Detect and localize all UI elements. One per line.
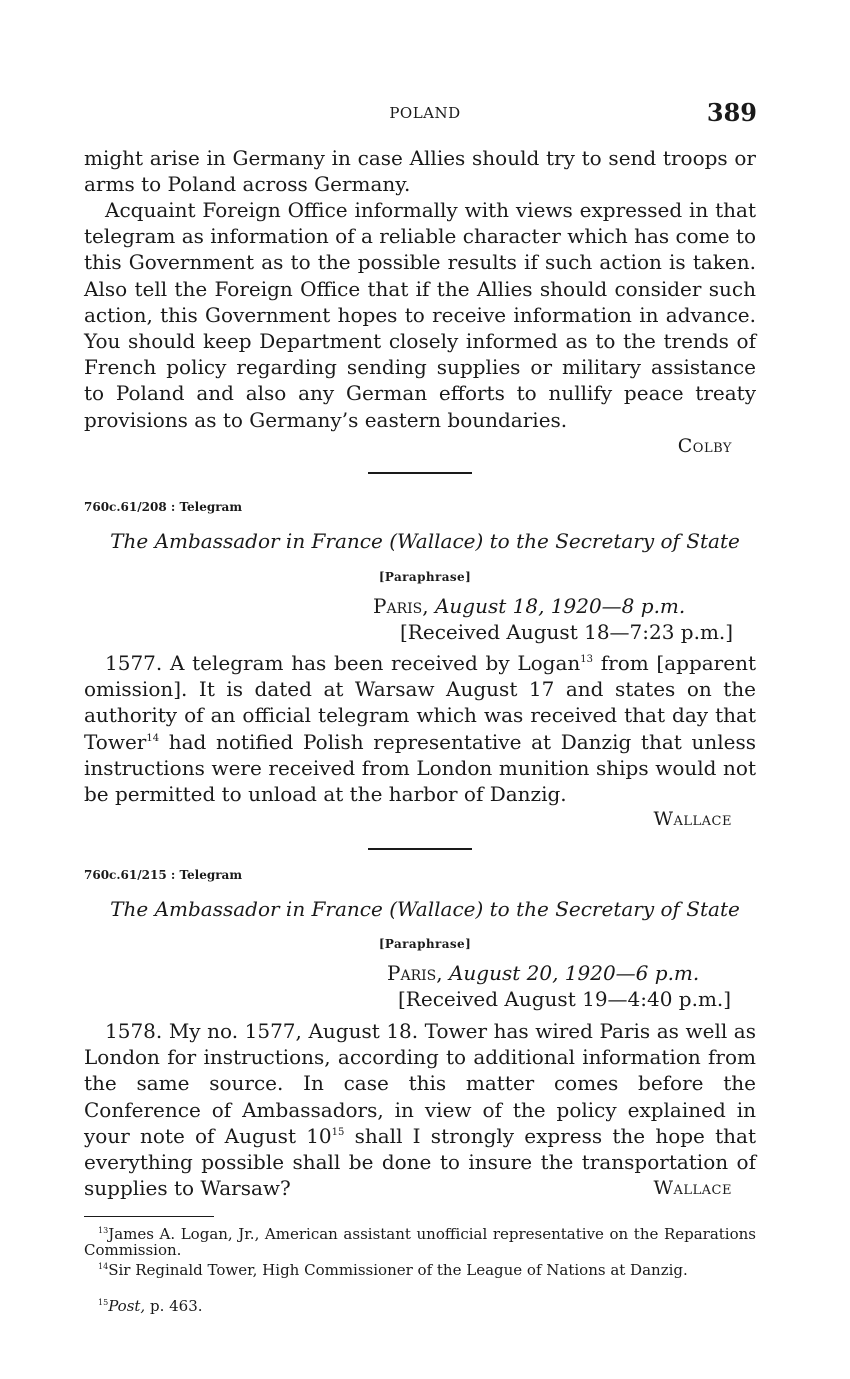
file-reference: 760c.61/208 : Telegram <box>84 500 243 514</box>
footnote-text: p. 463. <box>145 1297 203 1315</box>
paraphrase-note: [Paraphrase] <box>378 937 472 951</box>
running-title: POLAND <box>389 104 461 122</box>
document-title: The Ambassador in France (Wallace) to the Secretary of State <box>110 529 740 553</box>
footnote-mark: 15 <box>98 1298 109 1307</box>
document-title: The Ambassador in France (Wallace) to the Secretary of State <box>110 897 740 921</box>
footnote-ref: 13 <box>580 654 594 665</box>
dateline <box>387 961 699 985</box>
telegram-body-part: shall I strongly express the hope that everything possible shall be done to insure the transportation of supplies to Warsaw? <box>84 1123 756 1201</box>
telegram-body <box>84 650 756 807</box>
section-divider <box>368 848 472 850</box>
paraphrase-note: [Paraphrase] <box>378 570 472 584</box>
received-note: [Received August 18—7:23 p.m.] <box>400 620 734 644</box>
dateline-place: Paris, <box>387 961 443 985</box>
telegram-body <box>84 1018 756 1201</box>
file-reference: 760c.61/215 : Telegram <box>84 868 243 882</box>
telegram-body-part: 1578. My no. 1577, August 18. Tower has wired Paris as well as London for instructions, according to additional information from the same source. In case this matter comes before the Conference of Ambassadors, in view of the policy explained in your note of August 10 <box>84 1019 756 1148</box>
footnote-text: Sir Reginald Tower, High Commissioner of the League of Nations at Danzig. <box>108 1261 688 1279</box>
received-note: [Received August 19—4:40 p.m.] <box>398 987 732 1011</box>
dateline-place: Paris, <box>373 594 429 618</box>
footnote-mark: 13 <box>98 1226 109 1235</box>
dateline <box>373 594 685 618</box>
footnote-italic: Post, <box>108 1297 146 1315</box>
footnote-text: James A. Logan, Jr., American assistant unofficial representative on the Reparations Commission. <box>84 1225 756 1259</box>
telegram-body-part: from [apparent omission]. It is dated at Warsaw August 17 and states on the authority of an official telegram which was received that day that Tower <box>84 651 757 754</box>
instruction-paragraph: Acquaint Foreign Office informally with views expressed in that telegram as information of a reliable character which has come to this Government as to the possible results if such action is taken. Also tell the Foreign Office that if the Allies should consider such action, this Government hopes to receive information in advance. You should keep Department closely informed as to the trends of French policy regarding sending supplies or military assistance to Poland and also any German efforts to nullify peace treaty provisions as to Germany’s eastern boundaries. <box>84 198 756 432</box>
signature-colby: Colby <box>677 435 732 457</box>
section-divider <box>368 472 472 474</box>
footnote-rule <box>84 1216 214 1217</box>
continued-paragraph: might arise in Germany in case Allies should try to send troops or arms to Poland across Germany. <box>84 146 756 197</box>
footnote-14 <box>84 1262 756 1278</box>
telegram-body-part: 1577. A telegram has been received by Logan <box>105 651 581 675</box>
footnote-13 <box>84 1226 756 1258</box>
telegram-body-part: had notified Polish representative at Danzig that unless instructions were received from London munition ships would not be permitted to unload at the harbor of Danzig. <box>84 729 756 807</box>
signature-wallace: Wallace <box>653 808 732 830</box>
dateline-date: August 20, 1920—6 p.m. <box>448 961 700 985</box>
footnote-ref: 15 <box>331 1126 345 1138</box>
signature-wallace: Wallace <box>653 1177 732 1199</box>
footnote-15 <box>84 1298 756 1314</box>
footnote-ref: 14 <box>146 732 160 744</box>
footnote-mark: 14 <box>98 1262 109 1271</box>
page-number: 389 <box>706 98 757 127</box>
dateline-date: August 18, 1920—8 p.m. <box>434 594 686 618</box>
